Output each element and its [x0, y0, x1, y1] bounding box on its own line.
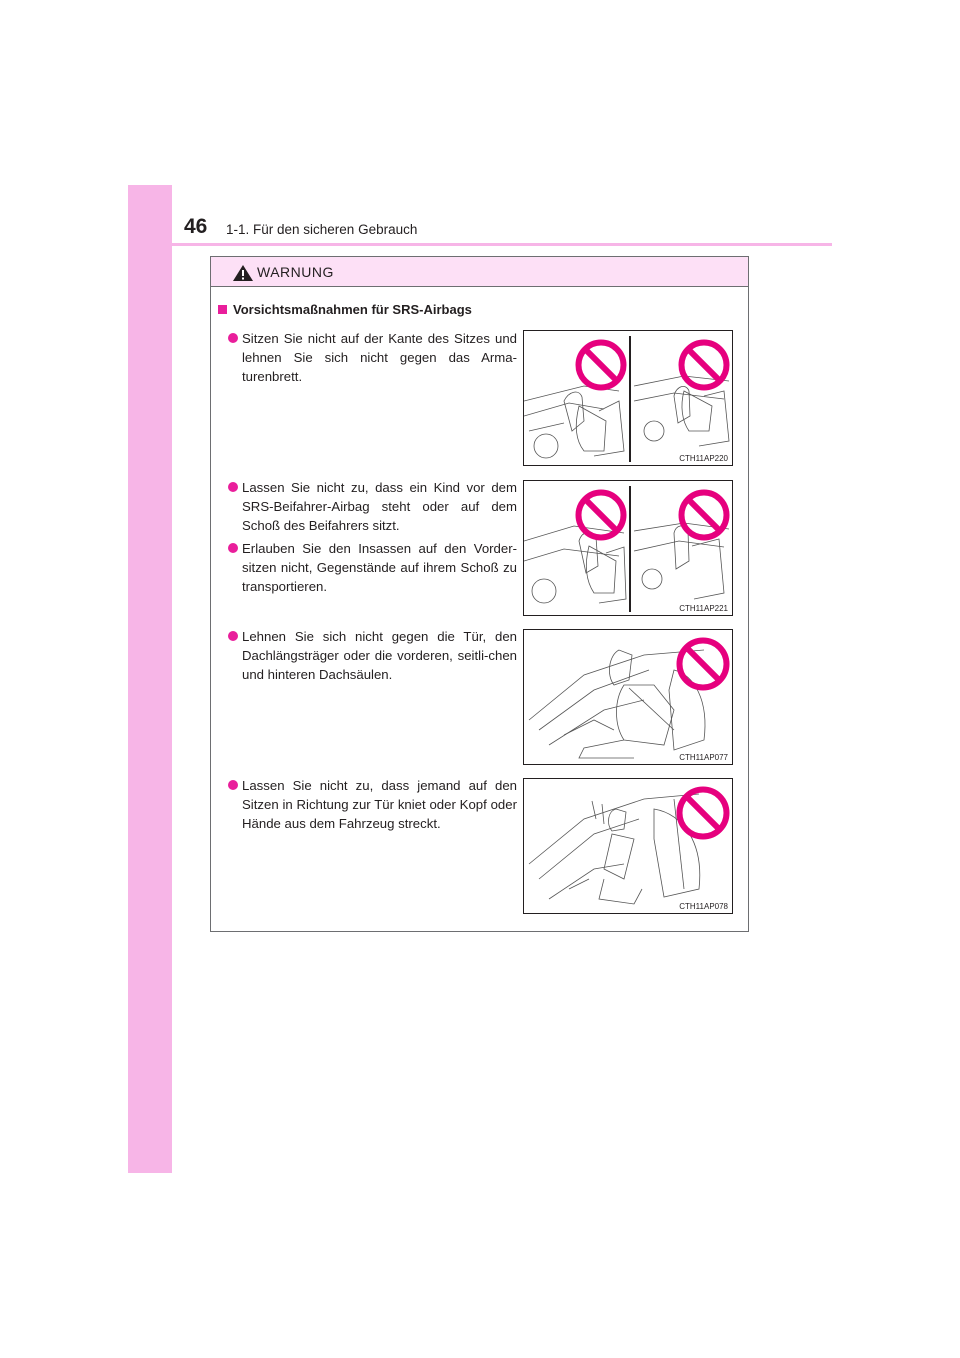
figure-code: CTH11AP077 — [679, 753, 728, 762]
bullet-dot-icon — [228, 333, 238, 343]
prohibition-icon — [675, 636, 731, 692]
subheading-text: Vorsichtsmaßnahmen für SRS-Airbags — [233, 302, 472, 317]
warning-box — [210, 256, 749, 932]
panel-divider — [629, 336, 631, 462]
figure-code: CTH11AP221 — [679, 604, 728, 613]
figure-code: CTH11AP220 — [679, 454, 728, 463]
bullet-item: Erlauben Sie den Insassen auf den Vorder-sitzen nicht, Gegenstände auf ihrem Schoß zu transportieren. — [242, 539, 517, 596]
chapter-side-tab — [128, 185, 172, 1173]
warning-triangle-icon — [232, 264, 254, 282]
prohibition-icon — [574, 338, 628, 392]
illustration-figure — [523, 778, 733, 914]
illustration-figure — [523, 629, 733, 765]
header-rule — [128, 243, 832, 246]
prohibition-icon — [675, 785, 731, 841]
illustration-figure — [523, 480, 733, 616]
square-bullet-icon — [218, 305, 227, 314]
bullet-item: Lehnen Sie sich nicht gegen die Tür, den Dachlängsträger oder die vorderen, seitli-chen und hinteren Dachsäulen. — [242, 627, 517, 684]
bullet-item: Lassen Sie nicht zu, dass ein Kind vor dem SRS-Beifahrer-Airbag steht oder auf dem Schoß des Beifahrers sitzt. — [242, 478, 517, 535]
bullet-dot-icon — [228, 780, 238, 790]
prohibition-icon — [677, 488, 731, 542]
prohibition-icon — [677, 338, 731, 392]
panel-divider — [629, 486, 631, 612]
section-title: 1-1. Für den sicheren Gebrauch — [226, 222, 418, 237]
illustration-figure — [523, 330, 733, 466]
subheading — [218, 302, 472, 317]
warning-header — [211, 257, 748, 287]
bullet-item: Sitzen Sie nicht auf der Kante des Sitzes und lehnen Sie sich nicht gegen das Arma-turenbrett. — [242, 329, 517, 386]
bullet-dot-icon — [228, 631, 238, 641]
warning-label: WARNUNG — [257, 264, 334, 280]
figure-code: CTH11AP078 — [679, 902, 728, 911]
bullet-dot-icon — [228, 482, 238, 492]
page-number: 46 — [184, 215, 208, 238]
bullet-dot-icon — [228, 543, 238, 553]
bullet-item: Lassen Sie nicht zu, dass jemand auf den Sitzen in Richtung zur Tür kniet oder Kopf oder Hände aus dem Fahrzeug streckt. — [242, 776, 517, 833]
prohibition-icon — [574, 488, 628, 542]
